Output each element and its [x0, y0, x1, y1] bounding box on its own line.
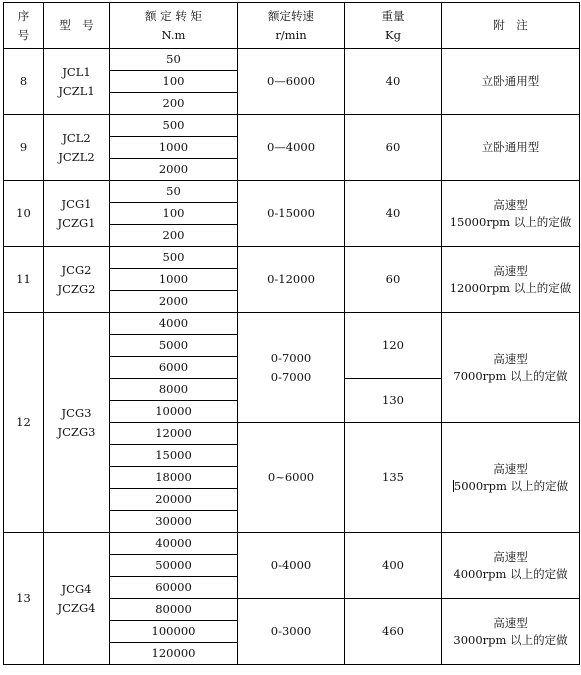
torque-cell: 30000	[110, 511, 238, 533]
header-speed: 额定转速 r/min	[238, 3, 345, 49]
torque-cell: 500	[110, 247, 238, 269]
seq-cell: 12	[4, 313, 44, 533]
weight-cell: 120	[345, 313, 442, 379]
speed-cell: 0-15000	[238, 181, 345, 247]
speed-cell: 0—4000	[238, 115, 345, 181]
torque-cell: 100000	[110, 621, 238, 643]
torque-cell: 8000	[110, 379, 238, 401]
model-cell: JCG3 JCZG3	[44, 313, 110, 533]
torque-cell: 1000	[110, 269, 238, 291]
torque-cell: 100	[110, 71, 238, 93]
model-cell: JCL2 JCZL2	[44, 115, 110, 181]
torque-cell: 50	[110, 49, 238, 71]
speed-cell: 0-3000	[238, 599, 345, 665]
torque-cell: 40000	[110, 533, 238, 555]
speed-cell: 0-12000	[238, 247, 345, 313]
torque-cell: 100	[110, 203, 238, 225]
note-cell: 高速型 12000rpm 以上的定做	[442, 247, 580, 313]
table-row	[4, 115, 580, 137]
note-cell: 高速型 3000rpm 以上的定做	[442, 599, 580, 665]
weight-cell: 130	[345, 379, 442, 423]
torque-cell: 5000	[110, 335, 238, 357]
model-cell: JCG1 JCZG1	[44, 181, 110, 247]
header-note: 附 注	[442, 3, 580, 49]
note-cell: 立卧通用型	[442, 49, 580, 115]
weight-cell: 60	[345, 115, 442, 181]
weight-cell: 460	[345, 599, 442, 665]
weight-cell: 60	[345, 247, 442, 313]
speed-cell: 0-4000	[238, 533, 345, 599]
weight-cell: 400	[345, 533, 442, 599]
table-row	[4, 181, 580, 203]
model-cell: JCL1 JCZL1	[44, 49, 110, 115]
torque-cell: 500	[110, 115, 238, 137]
speed-cell: 0—6000	[238, 49, 345, 115]
torque-cell: 10000	[110, 401, 238, 423]
seq-cell: 13	[4, 533, 44, 665]
torque-cell: 50000	[110, 555, 238, 577]
header-weight: 重量 Kg	[345, 3, 442, 49]
seq-cell: 11	[4, 247, 44, 313]
seq-cell: 10	[4, 181, 44, 247]
torque-cell: 1000	[110, 137, 238, 159]
torque-cell: 12000	[110, 423, 238, 445]
weight-cell: 40	[345, 49, 442, 115]
torque-cell: 2000	[110, 291, 238, 313]
speed-cell: 0-7000 0-7000	[238, 313, 345, 423]
torque-cell: 50	[110, 181, 238, 203]
torque-cell: 120000	[110, 643, 238, 665]
torque-cell: 200	[110, 225, 238, 247]
torque-cell: 200	[110, 93, 238, 115]
torque-cell: 15000	[110, 445, 238, 467]
table-row	[4, 247, 580, 269]
note-cell: 高速型 7000rpm 以上的定做	[442, 313, 580, 423]
header-seq: 序 号	[4, 3, 44, 49]
header-model: 型 号	[44, 3, 110, 49]
table-row	[4, 49, 580, 71]
header-torque: 额 定 转 矩 N.m	[110, 3, 238, 49]
table-row	[4, 313, 580, 335]
torque-cell: 80000	[110, 599, 238, 621]
seq-cell: 9	[4, 115, 44, 181]
torque-cell: 6000	[110, 357, 238, 379]
speed-cell: 0~6000	[238, 423, 345, 533]
torque-cell: 18000	[110, 467, 238, 489]
header-row	[4, 3, 580, 49]
torque-cell: 60000	[110, 577, 238, 599]
note-cell: 立卧通用型	[442, 115, 580, 181]
weight-cell: 40	[345, 181, 442, 247]
torque-cell: 4000	[110, 313, 238, 335]
torque-cell: 20000	[110, 489, 238, 511]
note-cell: 高速型 5000rpm 以上的定做	[442, 423, 580, 533]
table-row	[4, 533, 580, 555]
model-cell: JCG2 JCZG2	[44, 247, 110, 313]
seq-cell: 8	[4, 49, 44, 115]
spec-table	[3, 2, 580, 665]
note-cell: 高速型 4000rpm 以上的定做	[442, 533, 580, 599]
note-cell: 高速型 15000rpm 以上的定做	[442, 181, 580, 247]
torque-cell: 2000	[110, 159, 238, 181]
model-cell: JCG4 JCZG4	[44, 533, 110, 665]
weight-cell: 135	[345, 423, 442, 533]
